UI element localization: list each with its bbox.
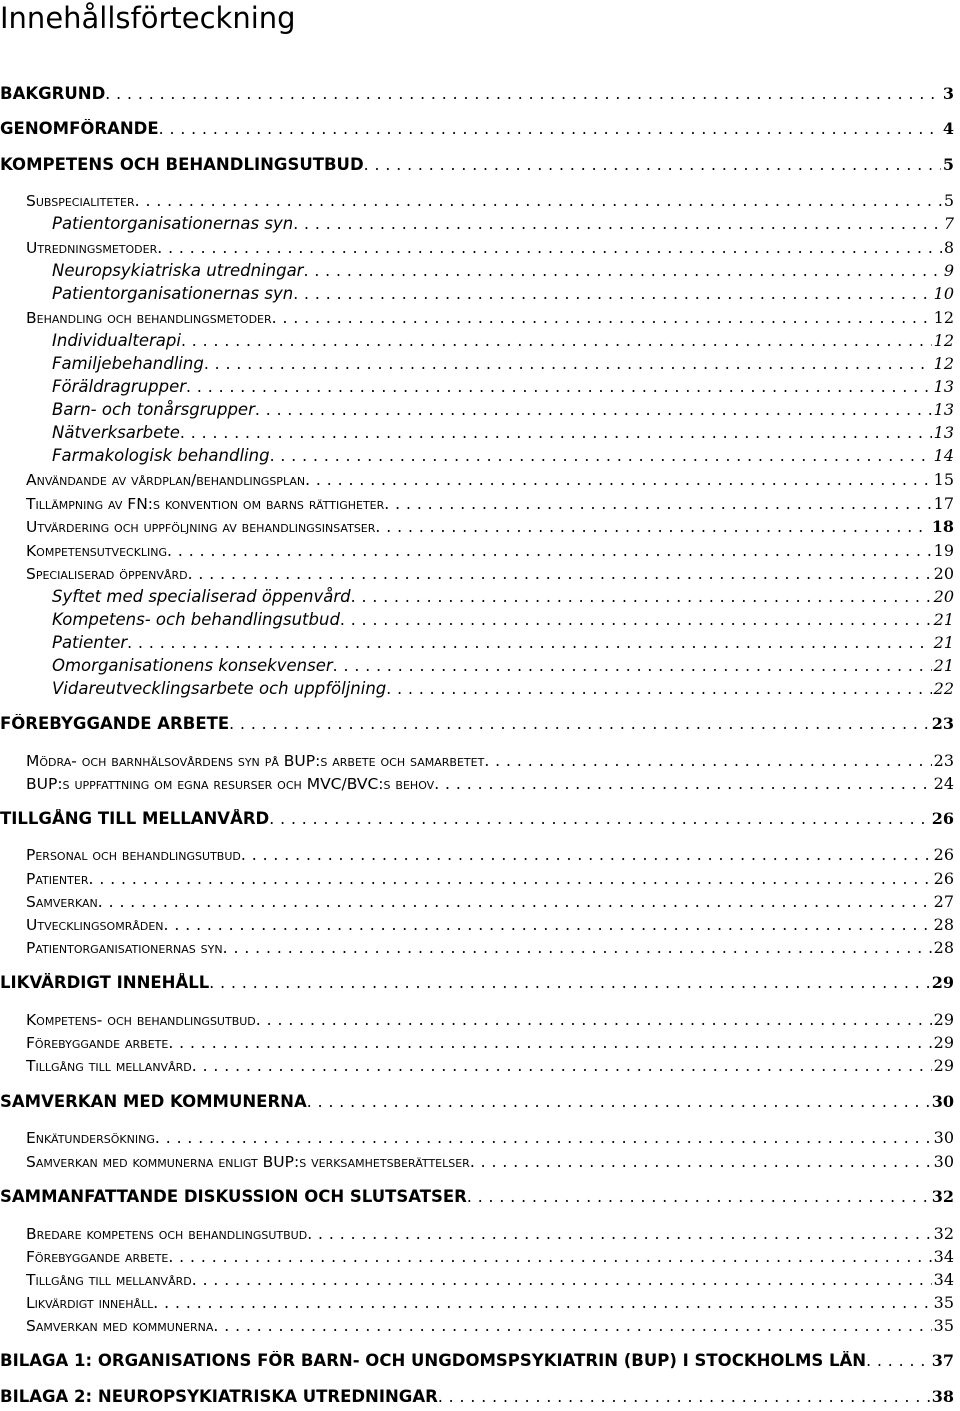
dot-leader bbox=[255, 401, 932, 419]
toc-page-number: 34 bbox=[933, 1270, 954, 1289]
dot-leader bbox=[438, 1388, 930, 1406]
toc-entry[interactable] bbox=[52, 587, 954, 611]
toc-entry[interactable] bbox=[26, 1152, 954, 1176]
toc-entry[interactable] bbox=[26, 1224, 954, 1248]
toc-entry[interactable] bbox=[52, 400, 954, 424]
dot-leader bbox=[157, 239, 942, 257]
toc-entry-label: GENOMFÖRANDE bbox=[0, 119, 159, 138]
toc-page-number: 12 bbox=[933, 308, 954, 327]
dot-leader bbox=[241, 846, 932, 864]
toc-entry[interactable] bbox=[26, 470, 954, 494]
dot-leader bbox=[88, 870, 931, 888]
toc-entry-label: Patientorganisationernas syn bbox=[52, 214, 294, 233]
toc-entry[interactable] bbox=[26, 845, 954, 869]
toc-page-number: 21 bbox=[933, 656, 954, 675]
toc-page-number: 5 bbox=[942, 155, 954, 174]
toc-page-number: 26 bbox=[933, 845, 954, 864]
dot-leader bbox=[229, 715, 930, 733]
toc-entry[interactable] bbox=[26, 1056, 954, 1080]
toc-entry[interactable] bbox=[0, 809, 954, 833]
toc-entry[interactable] bbox=[0, 84, 954, 108]
toc-entry[interactable] bbox=[26, 541, 954, 565]
toc-entry[interactable] bbox=[52, 284, 954, 308]
dot-leader bbox=[209, 974, 929, 992]
toc-entry[interactable] bbox=[26, 892, 954, 916]
dot-leader bbox=[98, 893, 932, 911]
dot-leader bbox=[866, 1352, 930, 1370]
toc-entry[interactable] bbox=[26, 1033, 954, 1057]
toc-entry[interactable] bbox=[52, 656, 954, 680]
toc-entry-label: Samverkan med kommunerna bbox=[26, 1317, 214, 1335]
toc-page-number: 18 bbox=[931, 517, 954, 536]
toc-page-number: 24 bbox=[933, 774, 954, 793]
toc-entry-label: BAKGRUND bbox=[0, 84, 106, 103]
toc-page-number: 30 bbox=[933, 1152, 954, 1171]
toc-page-number: 8 bbox=[943, 238, 954, 257]
toc-page-number: 3 bbox=[942, 84, 954, 103]
dot-leader bbox=[181, 332, 932, 350]
dot-leader bbox=[153, 1294, 931, 1312]
dot-leader bbox=[188, 565, 932, 583]
toc-page-number: 4 bbox=[942, 119, 954, 138]
dot-leader bbox=[105, 85, 941, 103]
toc-entry[interactable] bbox=[26, 1247, 954, 1271]
toc-entry-label: Bredare kompetens och behandlingsutbud bbox=[26, 1225, 308, 1243]
toc-page-number: 29 bbox=[933, 1010, 954, 1029]
toc-entry-label: KOMPETENS OCH BEHANDLINGSUTBUD bbox=[0, 155, 364, 174]
toc-entry-label: Nätverksarbete bbox=[52, 423, 180, 442]
toc-entry[interactable] bbox=[26, 564, 954, 588]
dot-leader bbox=[168, 1034, 931, 1052]
dot-leader bbox=[127, 634, 932, 652]
toc-page-number: 23 bbox=[933, 751, 954, 770]
dot-leader bbox=[168, 1248, 931, 1266]
toc-page-number: 14 bbox=[933, 446, 954, 465]
dot-leader bbox=[375, 518, 929, 536]
toc-entry[interactable] bbox=[0, 1351, 954, 1375]
toc-entry-label: Behandling och behandlingsmetoder bbox=[26, 309, 272, 327]
dot-leader bbox=[167, 542, 932, 560]
toc-page-number: 26 bbox=[933, 869, 954, 888]
page-title: Innehållsförteckning bbox=[0, 1, 296, 35]
toc-page-number: 19 bbox=[933, 541, 954, 560]
dot-leader bbox=[159, 120, 941, 138]
dot-leader bbox=[269, 810, 929, 828]
toc-entry[interactable] bbox=[52, 633, 954, 657]
toc-entry-label: BILAGA 2: NEUROPSYKIATRISKA UTREDNINGAR bbox=[0, 1387, 438, 1406]
toc-entry[interactable] bbox=[26, 869, 954, 893]
toc-entry-label: Individualterapi bbox=[52, 331, 181, 350]
toc-entry-label: Förebyggande arbete bbox=[26, 1034, 169, 1052]
toc-page-number: 22 bbox=[933, 679, 954, 698]
dot-leader bbox=[293, 285, 931, 303]
dot-leader bbox=[307, 1225, 931, 1243]
toc-entry[interactable] bbox=[26, 1270, 954, 1294]
toc-page-number: 30 bbox=[933, 1128, 954, 1147]
toc-page-number: 12 bbox=[933, 354, 954, 373]
toc-entry-label: Kompetens- och behandlingsutbud bbox=[52, 610, 340, 629]
toc-entry-label: Patientorganisationernas syn bbox=[26, 939, 223, 957]
toc-entry[interactable] bbox=[52, 331, 954, 355]
toc-entry-label: Utvärdering och uppföljning av behandlingsinsatser bbox=[26, 518, 376, 536]
toc-page-number: 32 bbox=[931, 1187, 954, 1206]
dot-leader bbox=[340, 611, 932, 629]
toc-entry[interactable] bbox=[52, 377, 954, 401]
dot-leader bbox=[270, 447, 932, 465]
toc-entry[interactable] bbox=[52, 214, 954, 238]
toc-entry-label: Neuropsykiatriska utredningar bbox=[52, 261, 304, 280]
toc-entry-label: SAMVERKAN MED KOMMUNERNA bbox=[0, 1092, 307, 1111]
toc-entry[interactable] bbox=[0, 155, 954, 179]
toc-entry-label: Tillgång till mellanvård bbox=[26, 1057, 192, 1075]
toc-entry-label: Tillgång till mellanvård bbox=[26, 1271, 192, 1289]
toc-page-number: 12 bbox=[933, 331, 954, 350]
toc-entry-label: Enkätundersökning bbox=[26, 1129, 155, 1147]
toc-entry-label: Barn- och tonårsgrupper bbox=[52, 400, 255, 419]
toc-page-number: 21 bbox=[933, 610, 954, 629]
toc-entry-label: Patienter bbox=[26, 870, 89, 888]
toc-page-number: 30 bbox=[931, 1092, 954, 1111]
toc-page-number: 27 bbox=[933, 892, 954, 911]
toc-page-number: 34 bbox=[933, 1247, 954, 1266]
toc-entry-label: TILLGÅNG TILL MELLANVÅRD bbox=[0, 809, 270, 828]
toc-page-number: 26 bbox=[931, 809, 954, 828]
toc-page-number: 5 bbox=[943, 191, 954, 210]
toc-entry-label: Utvecklingsområden bbox=[26, 916, 164, 934]
toc-entry-label: FÖREBYGGANDE ARBETE bbox=[0, 714, 230, 733]
dot-leader bbox=[192, 1057, 932, 1075]
toc-entry[interactable] bbox=[26, 1010, 954, 1034]
dot-leader bbox=[484, 752, 931, 770]
toc-entry[interactable] bbox=[0, 119, 954, 143]
dot-leader bbox=[364, 156, 941, 174]
toc-entry-label: Användande av vårdplan/behandlingsplan bbox=[26, 471, 306, 489]
toc-entry[interactable] bbox=[52, 354, 954, 378]
toc-page-number: 23 bbox=[931, 714, 954, 733]
toc-entry[interactable] bbox=[26, 238, 954, 262]
toc-entry[interactable] bbox=[0, 1092, 954, 1116]
toc-page-number: 28 bbox=[933, 915, 954, 934]
toc-page-number: 35 bbox=[933, 1293, 954, 1312]
toc-entry-label: Kompetensutveckling bbox=[26, 542, 168, 560]
toc-entry[interactable] bbox=[26, 308, 954, 332]
toc-entry-label: BILAGA 1: ORGANISATIONS FÖR BARN- OCH UNGDOMSPSYKIATRIN (BUP) I STOCKHOLMS LÄN bbox=[0, 1351, 867, 1370]
toc-entry[interactable] bbox=[52, 610, 954, 634]
toc-entry-label: Förebyggande arbete bbox=[26, 1248, 169, 1266]
toc-page-number: 28 bbox=[933, 938, 954, 957]
toc-page-number: 29 bbox=[933, 1056, 954, 1075]
dot-leader bbox=[434, 775, 931, 793]
toc-entry[interactable] bbox=[52, 423, 954, 447]
dot-leader bbox=[384, 495, 931, 513]
dot-leader bbox=[155, 1129, 932, 1147]
toc-entry[interactable] bbox=[26, 517, 954, 541]
toc-entry[interactable] bbox=[0, 1387, 954, 1411]
dot-leader bbox=[467, 1188, 930, 1206]
dot-leader bbox=[213, 1317, 931, 1335]
dot-leader bbox=[204, 355, 932, 373]
toc-entry[interactable] bbox=[26, 1316, 954, 1340]
toc-entry[interactable] bbox=[26, 751, 954, 775]
toc-entry[interactable] bbox=[0, 1187, 954, 1211]
toc-page-number: 20 bbox=[933, 564, 954, 583]
toc-page-number: 35 bbox=[933, 1316, 954, 1335]
toc-entry-label: BUP:s uppfattning om egna resurser och MVC/BVC:s behov bbox=[26, 775, 435, 793]
toc-page-number: 37 bbox=[931, 1351, 954, 1370]
toc-page-number: 38 bbox=[931, 1387, 954, 1406]
dot-leader bbox=[186, 378, 932, 396]
toc-page-number: 29 bbox=[931, 973, 954, 992]
toc-page-number: 21 bbox=[933, 633, 954, 652]
toc-entry-label: Samverkan med kommunerna enligt BUP:s verksamhetsberättelser bbox=[26, 1153, 470, 1171]
toc-entry-label: Utredningsmetoder bbox=[26, 239, 158, 257]
toc-page-number: 15 bbox=[933, 470, 954, 489]
dot-leader bbox=[293, 215, 942, 233]
dot-leader bbox=[386, 680, 931, 698]
toc-entry-label: Syftet med specialiserad öppenvård bbox=[52, 587, 351, 606]
toc-entry-label: Omorganisationens konsekvenser bbox=[52, 656, 333, 675]
toc-entry[interactable] bbox=[52, 261, 954, 285]
toc-entry-label: Familjebehandling bbox=[52, 354, 204, 373]
toc-page-number: 10 bbox=[933, 284, 954, 303]
toc-entry-label: Föräldragrupper bbox=[52, 377, 187, 396]
toc-page-number: 9 bbox=[943, 261, 954, 280]
toc-entry[interactable] bbox=[26, 1293, 954, 1317]
toc-entry-label: Mödra- och barnhälsovårdens syn på BUP:s arbete och samarbetet bbox=[26, 752, 485, 770]
dot-leader bbox=[256, 1011, 932, 1029]
dot-leader bbox=[305, 471, 932, 489]
dot-leader bbox=[164, 916, 932, 934]
toc-entry-label: Vidareutvecklingsarbete och uppföljning bbox=[52, 679, 387, 698]
toc-entry-label: Patienter bbox=[52, 633, 128, 652]
toc-entry-label: Subspecialiteter bbox=[26, 192, 135, 210]
toc-entry-label: Patientorganisationernas syn bbox=[52, 284, 294, 303]
toc-entry[interactable] bbox=[26, 494, 954, 518]
dot-leader bbox=[303, 262, 941, 280]
toc-page-number: 20 bbox=[933, 587, 954, 606]
toc-entry[interactable] bbox=[0, 714, 954, 738]
dot-leader bbox=[180, 424, 932, 442]
toc-page-number: 7 bbox=[943, 214, 954, 233]
toc-entry[interactable] bbox=[26, 191, 954, 215]
toc-entry[interactable] bbox=[26, 938, 954, 962]
toc-entry-label: Kompetens- och behandlingsutbud bbox=[26, 1011, 256, 1029]
toc-entry-label: Specialiserad öppenvård bbox=[26, 565, 188, 583]
toc-entry-label: Tillämpning av FN:s konvention om barns rättigheter bbox=[26, 495, 385, 513]
dot-leader bbox=[333, 657, 932, 675]
toc-page-number: 13 bbox=[933, 400, 954, 419]
dot-leader bbox=[272, 309, 932, 327]
toc-entry-label: Farmakologisk behandling bbox=[52, 446, 270, 465]
dot-leader bbox=[192, 1271, 932, 1289]
dot-leader bbox=[135, 192, 942, 210]
toc-page-number: 17 bbox=[933, 494, 954, 513]
dot-leader bbox=[307, 1093, 930, 1111]
toc-page-number: 29 bbox=[933, 1033, 954, 1052]
toc-entry-label: SAMMANFATTANDE DISKUSSION OCH SLUTSATSER bbox=[0, 1187, 467, 1206]
toc-entry-label: Likvärdigt innehåll bbox=[26, 1294, 154, 1312]
toc-entry[interactable] bbox=[52, 679, 954, 703]
toc-entry-label: Personal och behandlingsutbud bbox=[26, 846, 241, 864]
dot-leader bbox=[470, 1153, 932, 1171]
toc-page-number: 32 bbox=[933, 1224, 954, 1243]
dot-leader bbox=[351, 588, 932, 606]
toc-entry-label: LIKVÄRDIGT INNEHÅLL bbox=[0, 973, 210, 992]
toc-entry[interactable] bbox=[26, 1128, 954, 1152]
toc-page-number: 13 bbox=[933, 377, 954, 396]
toc-entry[interactable] bbox=[26, 774, 954, 798]
toc-entry[interactable] bbox=[52, 446, 954, 470]
toc-entry[interactable] bbox=[0, 973, 954, 997]
toc-entry-label: Samverkan bbox=[26, 893, 98, 911]
toc-entry[interactable] bbox=[26, 915, 954, 939]
dot-leader bbox=[223, 939, 932, 957]
toc-page-number: 13 bbox=[933, 423, 954, 442]
